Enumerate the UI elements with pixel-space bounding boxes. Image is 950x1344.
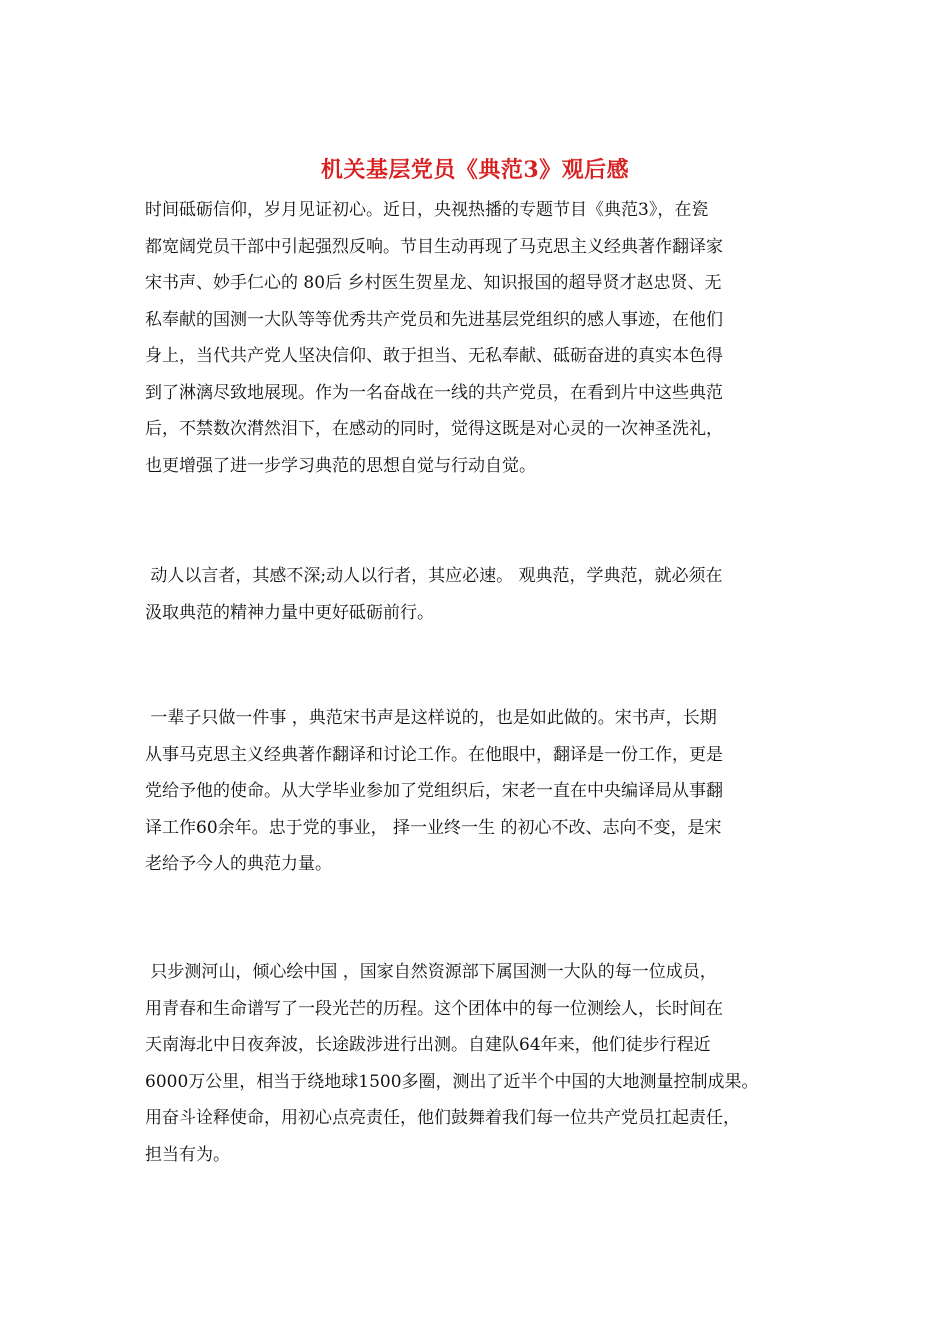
paragraph-line: 宋书声、妙手仁心的 80后 乡村医生贺星龙、知识报国的超导贤才赵忠贤、无 xyxy=(145,273,722,293)
paragraph-line: 译工作60余年。忠于党的事业， 择一业终一生 的初心不改、志向不变，是宋 xyxy=(145,817,722,838)
paragraph-line: 动人以言者，其感不深;动人以行者，其应必速。 观典范，学典范，就必须在 xyxy=(145,566,723,586)
paragraph-line: 只步测河山，倾心绘中国 ，国家自然资源部下属国测一大队的每一位成员， xyxy=(145,962,717,982)
paragraph-line: 到了淋漓尽致地展现。作为一名奋战在一线的共产党员，在看到片中这些典范 xyxy=(145,382,723,403)
paragraph-line: 老给予今人的典范力量。 xyxy=(145,854,332,874)
paragraph-line: 汲取典范的精神力量中更好砥砺前行。 xyxy=(145,602,434,623)
paragraph-line: 用奋斗诠释使命，用初心点亮责任，他们鼓舞着我们每一位共产党员扛起责任， xyxy=(145,1108,740,1128)
paragraph-line: 私奉献的国测一大队等等优秀共产党员和先进基层党组织的感人事迹，在他们 xyxy=(145,309,723,330)
paragraph-line: 天南海北中日夜奔波，长途跋涉进行出测。自建队64年来，他们徒步行程近 xyxy=(145,1035,711,1055)
paragraph-intro xyxy=(145,192,825,484)
paragraph-line: 用青春和生命谱写了一段光芒的历程。这个团体中的每一位测绘人，长时间在 xyxy=(145,998,723,1019)
paragraph-line: 都宽阔党员干部中引起强烈反响。节目生动再现了马克思主义经典著作翻译家 xyxy=(145,236,723,257)
paragraph-line: 从事马克思主义经典著作翻译和讨论工作。在他眼中，翻译是一份工作，更是 xyxy=(145,744,723,765)
document-title: 机关基层党员《典范3》观后感 xyxy=(320,157,630,183)
paragraph-line: 一辈子只做一件事 ，典范宋书声是这样说的，也是如此做的。宋书声，长期 xyxy=(145,708,717,728)
paragraph-line: 后，不禁数次潸然泪下，在感动的同时，觉得这既是对心灵的一次神圣洗礼， xyxy=(145,419,723,439)
paragraph-line: 也更增强了进一步学习典范的思想自觉与行动自觉。 xyxy=(145,455,536,476)
paragraph-inspiration xyxy=(145,558,825,631)
paragraph-line: 身上，当代共产党人坚决信仰、敢于担当、无私奉献、砥砺奋进的真实本色得 xyxy=(145,346,723,366)
paragraph-survey-team xyxy=(145,954,825,1173)
paragraph-line: 党给予他的使命。从大学毕业参加了党组织后，宋老一直在中央编译局从事翻 xyxy=(145,781,723,801)
paragraph-line: 6000万公里，相当于绕地球1500多圈，测出了近半个中国的大地测量控制成果。 xyxy=(145,1071,759,1092)
paragraph-line: 时间砥砺信仰，岁月见证初心。近日，央视热播的专题节目《典范3》，在瓷 xyxy=(145,200,709,220)
paragraph-song-shusheng xyxy=(145,700,825,883)
paragraph-line: 担当有为。 xyxy=(145,1144,230,1165)
